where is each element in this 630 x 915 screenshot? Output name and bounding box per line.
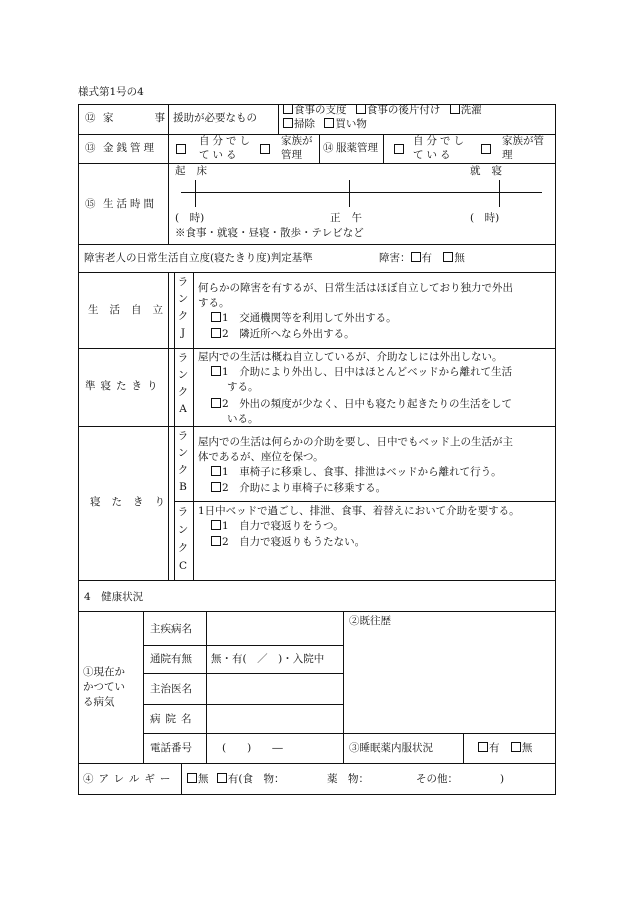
medication-self-checkbox[interactable] [394,144,404,154]
allergy-medicine: 薬 物： [327,773,369,785]
sleep-time: ( 時) [470,212,500,224]
sleep-label: 就寝 [470,165,513,177]
rank-a-label: ラ ン ク A [177,352,189,415]
past-history-label: ②既往歴 [349,615,391,627]
medication-label: 服薬管理 [336,142,378,154]
noon-label: 正午 [330,212,373,224]
checkbox[interactable] [283,118,293,128]
wake-label: 起床 [175,165,218,177]
life-time-note: ※食事・就寝・昼寝・散歩・テレビなど [175,227,364,239]
rank-j-label: ラ ン ク J [177,276,189,339]
allergy-label: ④アレルギー [83,773,176,785]
money-label: 金銭管理 [103,142,157,154]
current-disease-l3: る病気 [83,696,115,708]
sleep-med-no-checkbox[interactable] [511,742,521,752]
checkbox[interactable] [324,118,334,128]
rank-a-opt2: 2 外出の頻度が少なく、日中も寝たり起きたりの生活をして [211,398,512,411]
category-semi-bedridden: 準寝たきり [85,380,163,392]
money-self-l2: ている [199,149,240,161]
money-self-checkbox[interactable] [176,144,186,154]
phone-label: 電話番号 [150,742,192,754]
checkbox[interactable] [211,536,221,546]
housework-sub-label: 援助が必要なもの [173,112,257,124]
money-family-l2: 管理 [281,149,302,161]
medication-self-l1: 自分でし [413,135,467,147]
criteria-title: 障害老人の日常生活自立度(寝たきり度)判定基準 [84,252,313,264]
housework-options-2: 掃除 買い物 [283,118,367,131]
current-disease-l2: かつてい [83,681,125,693]
allergy-close: ) [500,773,505,785]
rank-a-opt1: 1 介助により外出し、日中はほとんどベッドから離れて生活 [211,366,512,379]
rank-a-opt2-l2: いる。 [227,413,259,425]
disability-yes-checkbox[interactable] [411,252,421,262]
money-self-l1: 自分でし [199,135,253,147]
form-id: 様式第1号の4 [78,86,144,98]
medication-number: ⑭ [323,142,334,154]
visit-value: 無・有( ／ )・入院中 [211,653,325,665]
money-family-l1: 家族が [281,135,313,147]
category-bedridden: 寝たきり [90,496,176,508]
rank-c-opt2: 2 自力で寝返りもうたない。 [211,536,365,549]
rank-b-opt2: 2 介助により車椅子に移乗する。 [211,482,386,495]
hospital-label: 病院名 [150,713,197,725]
allergy-options: 無 有(食 物： [187,773,284,786]
rank-b-desc-l2: 体であるが、座位を保つ。 [198,451,324,463]
sleep-med-yes-checkbox[interactable] [478,742,488,752]
disability-options: 障害： 有 無 [379,252,465,264]
housework-number: ⑫ [85,112,96,124]
main-disease-label: 主疾病名 [150,623,192,635]
medication-family-checkbox[interactable] [481,144,491,154]
sleep-med-options: 有 無 [478,742,532,755]
checkbox[interactable] [356,104,366,114]
phone-value: ( ) ― [222,742,283,754]
allergy-no-checkbox[interactable] [187,773,197,783]
rank-c-opt1: 1 自力で寝返りをうつ。 [211,520,344,533]
rank-a-desc-l1: 屋内での生活は概ね自立しているが、介助なしには外出しない。 [198,351,503,363]
current-disease-l1: ①現在か [83,666,125,678]
checkbox[interactable] [211,398,221,408]
health-section-title: 4 健康状況 [84,591,144,603]
rank-a-opt1-l2: する。 [227,381,259,393]
life-time-label: 生活時間 [103,198,157,210]
checkbox[interactable] [211,482,221,492]
rank-j-desc-l2: する。 [198,297,230,309]
housework-label: 家事 [103,112,165,124]
rank-j-opt1: 1 交通機関等を利用して外出する。 [211,312,397,325]
checkbox[interactable] [211,520,221,530]
rank-b-desc-l1: 屋内での生活は何らかの介助を要し、日中でもベッド上の生活が主 [198,436,513,448]
housework-options-1: 食事の支度 食事の後片付け 洗濯 [283,104,482,117]
allergy-other: その他： [416,773,458,785]
money-family-checkbox[interactable] [260,144,270,154]
money-number: ⑬ [85,142,96,154]
disability-no-checkbox[interactable] [443,252,453,262]
checkbox[interactable] [283,104,293,114]
rank-j-opt2: 2 隣近所へなら外出する。 [211,328,355,341]
medication-self-l2: ている [413,149,454,161]
rank-j-desc-l1: 何らかの障害を有するが、日常生活はほぼ自立しており独力で外出 [198,282,513,294]
checkbox[interactable] [211,328,221,338]
life-time-number: ⑮ [85,198,96,210]
allergy-yes-checkbox[interactable] [217,773,227,783]
category-independent: 生活自立 [88,304,174,316]
checkbox[interactable] [211,466,221,476]
rank-b-label: ラ ン ク B [177,430,189,493]
checkbox[interactable] [211,312,221,322]
sleep-med-label: ③睡眠薬内服状況 [349,742,433,754]
rank-b-opt1: 1 車椅子に移乗し、食事、排泄はベッドから離れて行う。 [211,466,502,479]
checkbox[interactable] [450,104,460,114]
rank-c-label: ラ ン ク C [177,506,189,572]
checkbox[interactable] [211,366,221,376]
visit-label: 通院有無 [150,653,192,665]
medication-family-l1: 家族が管 [502,135,544,147]
wake-time: ( 時) [175,212,205,224]
rank-c-desc-l1: 1日中ベッドで過ごし、排泄、食事、着替えにおいて介助を要する。 [198,505,520,517]
doctor-label: 主治医名 [150,683,192,695]
medication-family-l2: 理 [502,149,513,161]
